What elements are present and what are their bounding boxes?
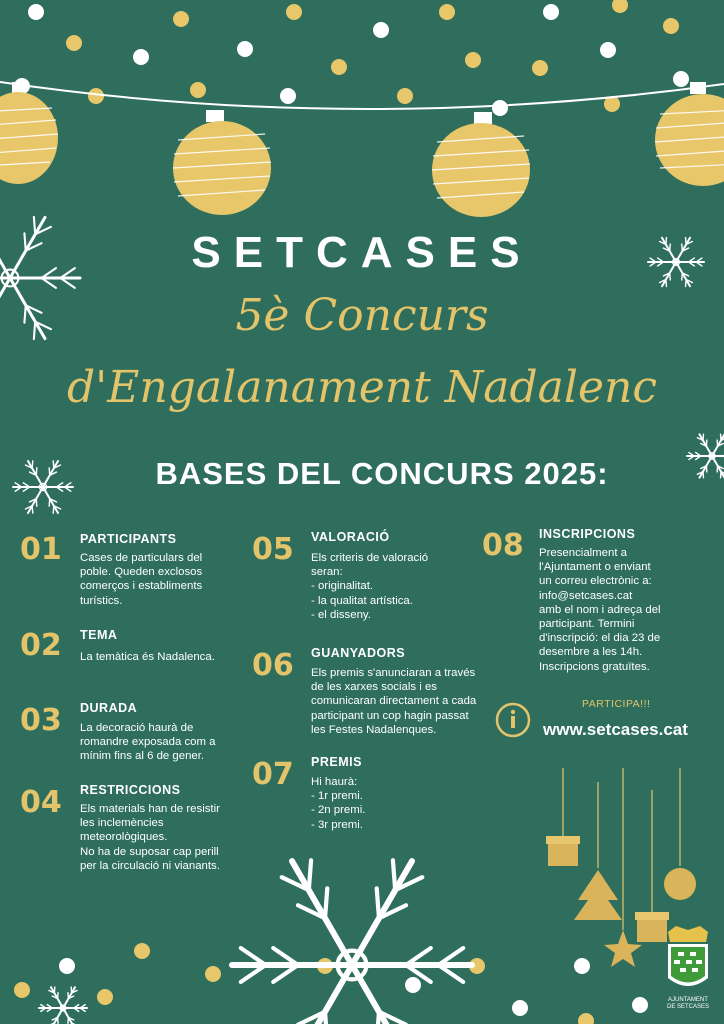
section-title-participants: PARTICIPANTS (80, 532, 177, 546)
section-number-04: 04 (20, 785, 62, 820)
section-body-participants: Cases de particulars del poble. Queden exclosos comerços i establiments turístics. (80, 552, 203, 607)
section-number-06: 06 (252, 648, 294, 683)
town-title: SETCASES (191, 228, 533, 277)
section-number-05: 05 (252, 532, 294, 567)
rules-heading: BASES DEL CONCURS 2025: (155, 456, 609, 491)
section-number-08: 08 (482, 528, 524, 563)
section-title-prizes: PREMIS (311, 755, 362, 769)
section-number-01: 01 (20, 532, 62, 567)
section-title-duration: DURADA (80, 701, 138, 715)
participate-callout: PARTICIPA!!! (582, 698, 651, 710)
contest-name: d'Engalanament Nadalenc (67, 362, 657, 413)
website-link[interactable]: www.setcases.cat (543, 720, 688, 739)
contest-edition: 5è Concurs (235, 290, 489, 341)
lantern-right (655, 82, 724, 186)
email-link[interactable]: info@setcases.cat (539, 589, 633, 602)
ajuntament-logo (668, 926, 708, 986)
lantern-left (0, 82, 58, 184)
section-title-theme: TEMA (80, 628, 118, 642)
section-title-restrictions: RESTRICCIONS (80, 783, 181, 797)
section-body-prizes: Hi haurà: - 1r premi. - 2n premi. - 3r premi. (311, 776, 366, 831)
section-body-theme: La temàtica és Nadalenca. (80, 651, 215, 663)
section-body-winners: Els premis s'anunciaran a través de les xarxes socials i es comunicaran directament a cada participant un cop hagin passat les Festes Nadalenques. (311, 667, 477, 736)
ajuntament-label: AJUNTAMENT DE SETCASES (666, 997, 709, 1010)
section-body-duration: La decoració haurà de romandre exposada com a mínim fins al 6 de gener. (80, 722, 216, 763)
lantern-2 (173, 110, 271, 215)
section-body-registrations: Presencialment a l'Ajuntament o enviant un correu electrònic a: info@setcases.cat amb el nom i adreça del participant. Termini d'inscripció: el dia 23 de desembre a les 14h. Inscripcions gratuïtes. (539, 546, 719, 674)
section-body-evaluation: Els criteris de valoració seran: - originalitat. - la qualitat artística. - el disseny. (311, 552, 429, 621)
lantern-3 (432, 112, 530, 217)
section-title-evaluation: VALORACIÓ (311, 530, 390, 544)
section-number-07: 07 (252, 757, 294, 792)
section-title-winners: GUANYADORS (311, 646, 406, 660)
section-number-02: 02 (20, 628, 62, 663)
section-number-03: 03 (20, 703, 62, 738)
section-body-restrictions: Els materials han de resistir les inclemències meteorològiques. No ha de suposar cap perill per la circulació ni vianants. (80, 803, 220, 872)
section-title-registrations: INSCRIPCIONS (539, 527, 636, 541)
